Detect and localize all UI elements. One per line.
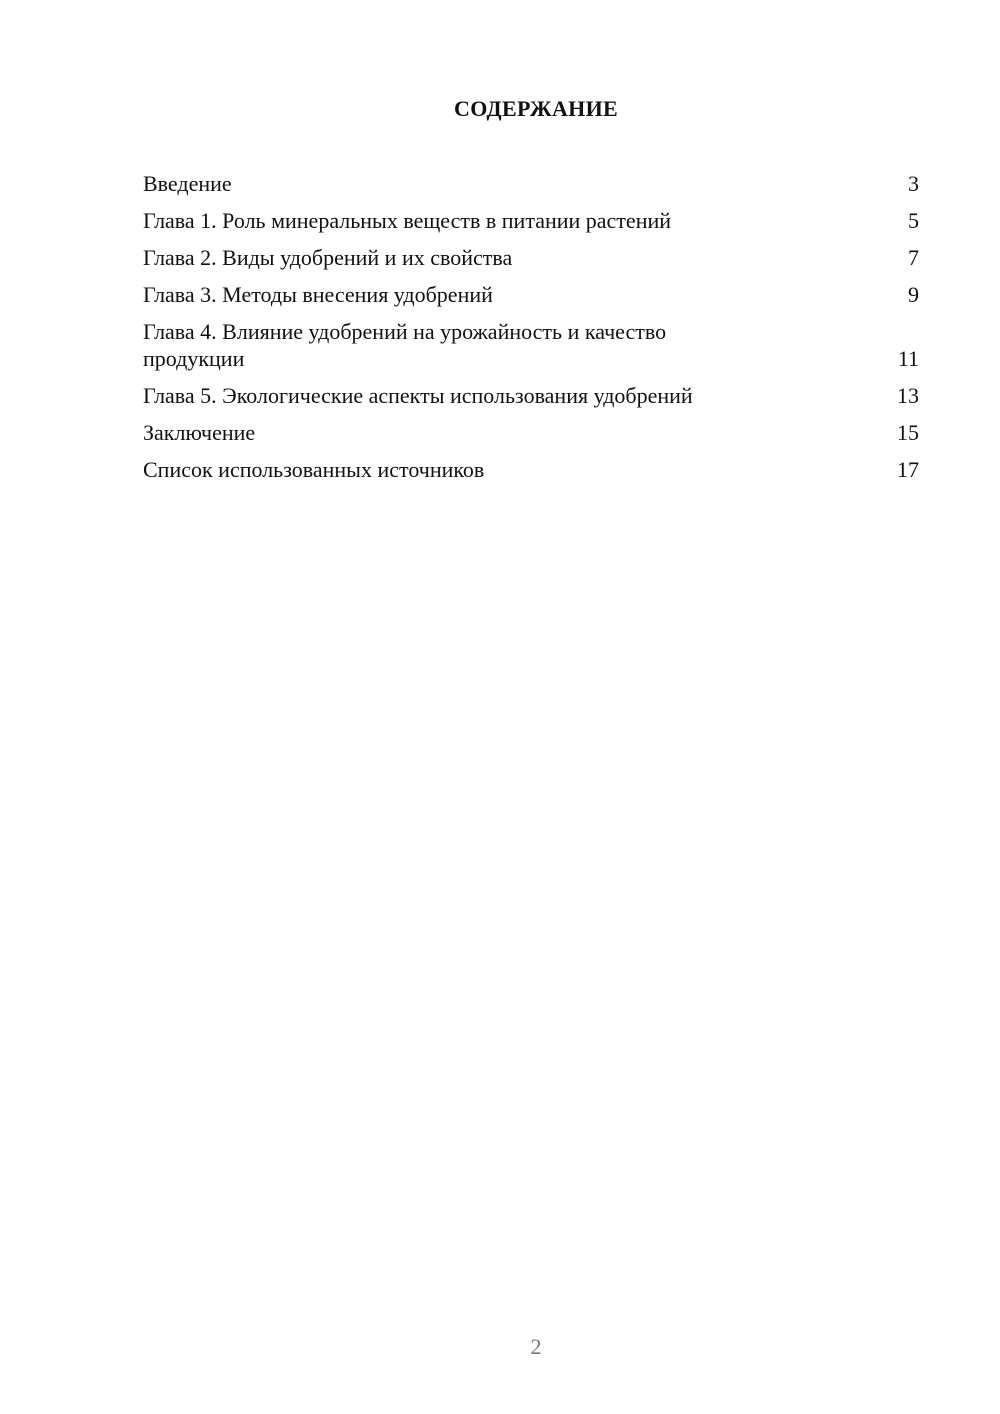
- toc-entry-page: 9: [908, 282, 919, 307]
- toc-entry-label: Глава 3. Методы внесения удобрений: [143, 282, 493, 307]
- toc-entry-label: Глава 2. Виды удобрений и их свойства: [143, 245, 513, 270]
- toc-entry-page: 7: [908, 245, 919, 270]
- toc-entry-page: 11: [897, 346, 919, 371]
- toc-entry: [143, 382, 919, 409]
- toc-entry-label: Глава 1. Роль минеральных веществ в питании растений: [143, 208, 672, 233]
- table-of-contents: [143, 170, 919, 493]
- toc-entry-label: Введение: [143, 171, 232, 196]
- toc-entry-label: Список использованных источников: [143, 457, 485, 482]
- page-number: 2: [530, 1334, 542, 1359]
- toc-entry-page: 13: [897, 383, 919, 408]
- toc-entry-page: 3: [908, 171, 919, 196]
- toc-entry: [143, 419, 919, 446]
- toc-entry-page: 5: [908, 208, 919, 233]
- toc-entry: [143, 281, 919, 308]
- toc-entry: [143, 170, 919, 197]
- toc-entry: [143, 456, 919, 483]
- toc-entry-page: 17: [897, 457, 919, 482]
- toc-entry: [143, 244, 919, 271]
- toc-entry: [143, 318, 919, 372]
- toc-entry-label: Глава 5. Экологические аспекты использования удобрений: [143, 383, 693, 408]
- toc-entry-label: Глава 4. Влияние удобрений на урожайность и качество продукции: [143, 319, 667, 371]
- toc-entry-page: 15: [897, 420, 919, 445]
- toc-entry-label: Заключение: [143, 420, 256, 445]
- page-title: СОДЕРЖАНИЕ: [454, 96, 618, 121]
- toc-entry: [143, 207, 919, 234]
